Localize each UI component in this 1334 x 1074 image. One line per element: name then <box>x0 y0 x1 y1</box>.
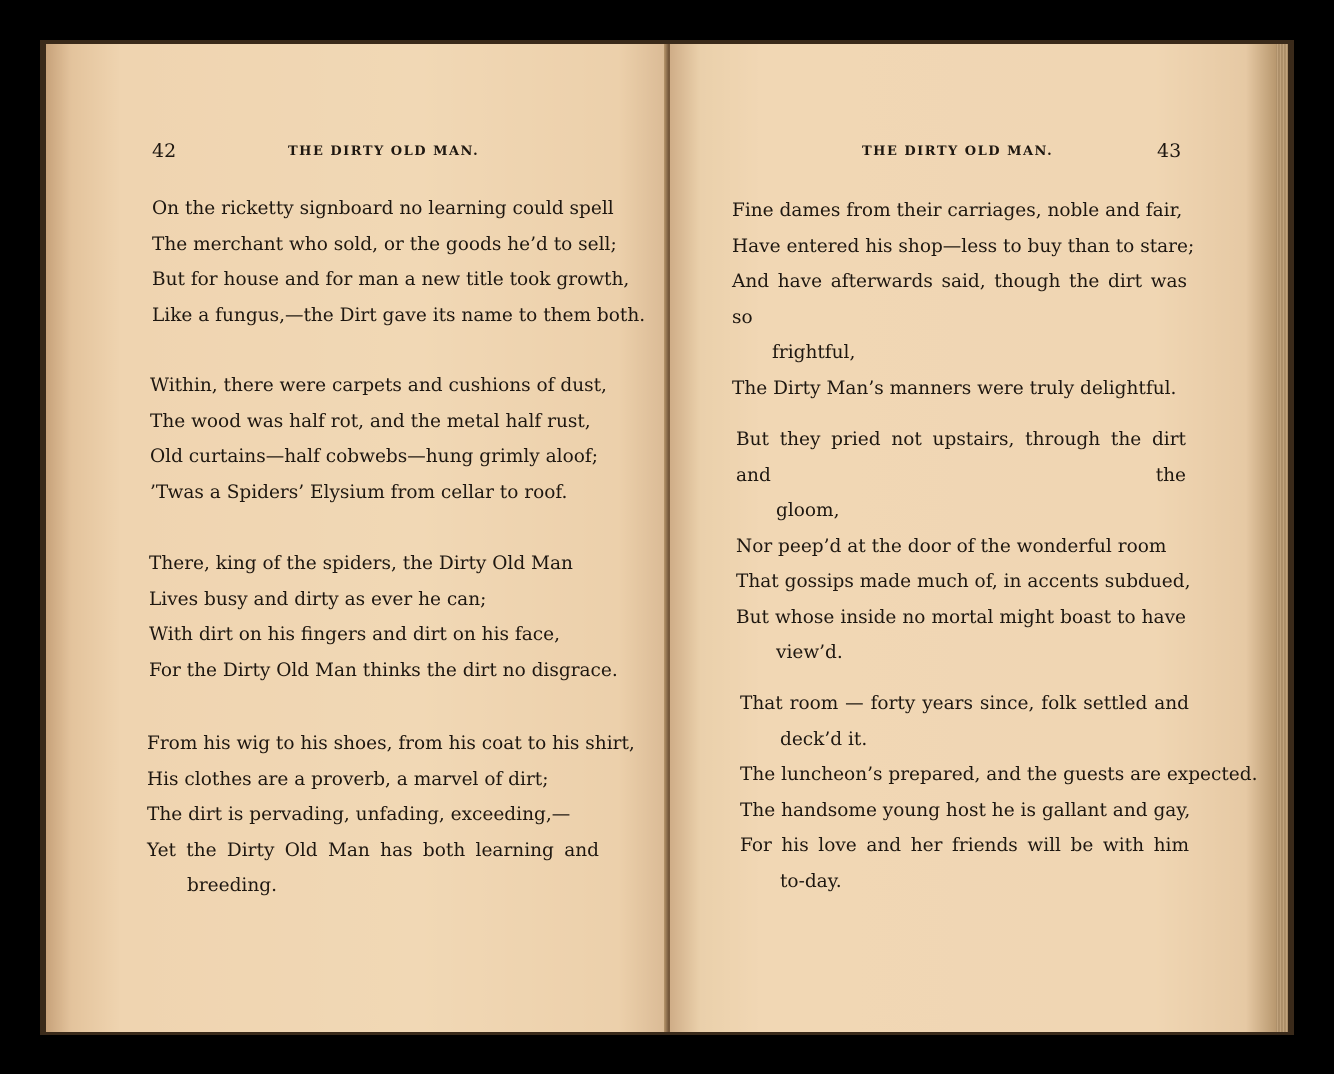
running-head: THE DIRTY OLD MAN. <box>288 144 480 159</box>
verse-line: The merchant who sold, or the goods he’d to sell; <box>152 233 617 255</box>
verse-line: For the Dirty Old Man thinks the dirt no disgrace. <box>149 659 618 681</box>
verse-line: Nor peep’d at the door of the wonderful room <box>736 535 1167 557</box>
right-page <box>670 44 1276 1032</box>
verse-line: The handsome young host he is gallant and gay, <box>740 799 1191 821</box>
page-edges <box>1276 44 1288 1032</box>
stanza <box>736 422 1191 671</box>
verse-line: Have entered his shop—less to buy than to stare; <box>732 235 1195 257</box>
verse-line: Lives busy and dirty as ever he can; <box>149 588 487 610</box>
verse-line: to-day. <box>780 870 842 892</box>
verse-line: But they pried not upstairs, through the dirt and the <box>736 429 1186 486</box>
verse-line: That gossips made much of, in accents subdued, <box>736 571 1191 592</box>
verse-line: deck’d it. <box>780 728 868 750</box>
verse-line: The wood was half rot, and the metal half rust, <box>150 410 591 432</box>
stanza <box>147 726 635 904</box>
verse-line: That room — forty years since, folk settled and <box>740 693 1189 714</box>
verse-line: gloom, <box>776 500 840 521</box>
stanza <box>732 193 1195 406</box>
verse-line: breeding. <box>187 875 277 896</box>
verse-line: Old curtains—half cobwebs—hung grimly aloof; <box>150 446 598 467</box>
verse-line: Yet the Dirty Old Man has both learning and <box>147 839 599 861</box>
stanza <box>740 686 1258 899</box>
stanza <box>152 191 645 333</box>
verse-line: The dirt is pervading, unfading, exceeding,— <box>147 804 571 825</box>
verse-line: His clothes are a proverb, a marvel of dirt; <box>147 768 549 790</box>
stanza <box>150 368 607 510</box>
verse-line: view’d. <box>776 642 843 663</box>
verse-line: For his love and her friends will be with him <box>740 835 1189 856</box>
verse-line: frightful, <box>772 342 856 363</box>
verse-line: But for house and for man a new title took growth, <box>152 269 630 290</box>
verse-line: The luncheon’s prepared, and the guests are expected. <box>740 764 1258 785</box>
open-book <box>40 40 1294 1035</box>
left-page <box>46 44 668 1032</box>
page-number: 43 <box>1157 140 1182 162</box>
verse-line: ’Twas a Spiders’ Elysium from cellar to roof. <box>150 481 568 503</box>
verse-line: On the ricketty signboard no learning could spell <box>152 198 614 219</box>
verse-line: Fine dames from their carriages, noble and fair, <box>732 200 1183 221</box>
verse-line: Within, there were carpets and cushions of dust, <box>150 375 607 396</box>
verse-line: Like a fungus,—the Dirt gave its name to them both. <box>152 304 646 326</box>
verse-line: But whose inside no mortal might boast to have <box>736 606 1186 628</box>
running-head: THE DIRTY OLD MAN. <box>862 144 1054 159</box>
verse-line: The Dirty Man’s manners were truly delightful. <box>732 377 1177 399</box>
stanza <box>149 546 618 688</box>
verse-line: With dirt on his fingers and dirt on his face, <box>149 624 560 645</box>
verse-line: There, king of the spiders, the Dirty Old Man <box>149 553 573 574</box>
page-number: 42 <box>152 140 177 162</box>
verse-line: And have afterwards said, though the dirt was so <box>732 271 1187 328</box>
verse-line: From his wig to his shoes, from his coat to his shirt, <box>147 733 635 754</box>
